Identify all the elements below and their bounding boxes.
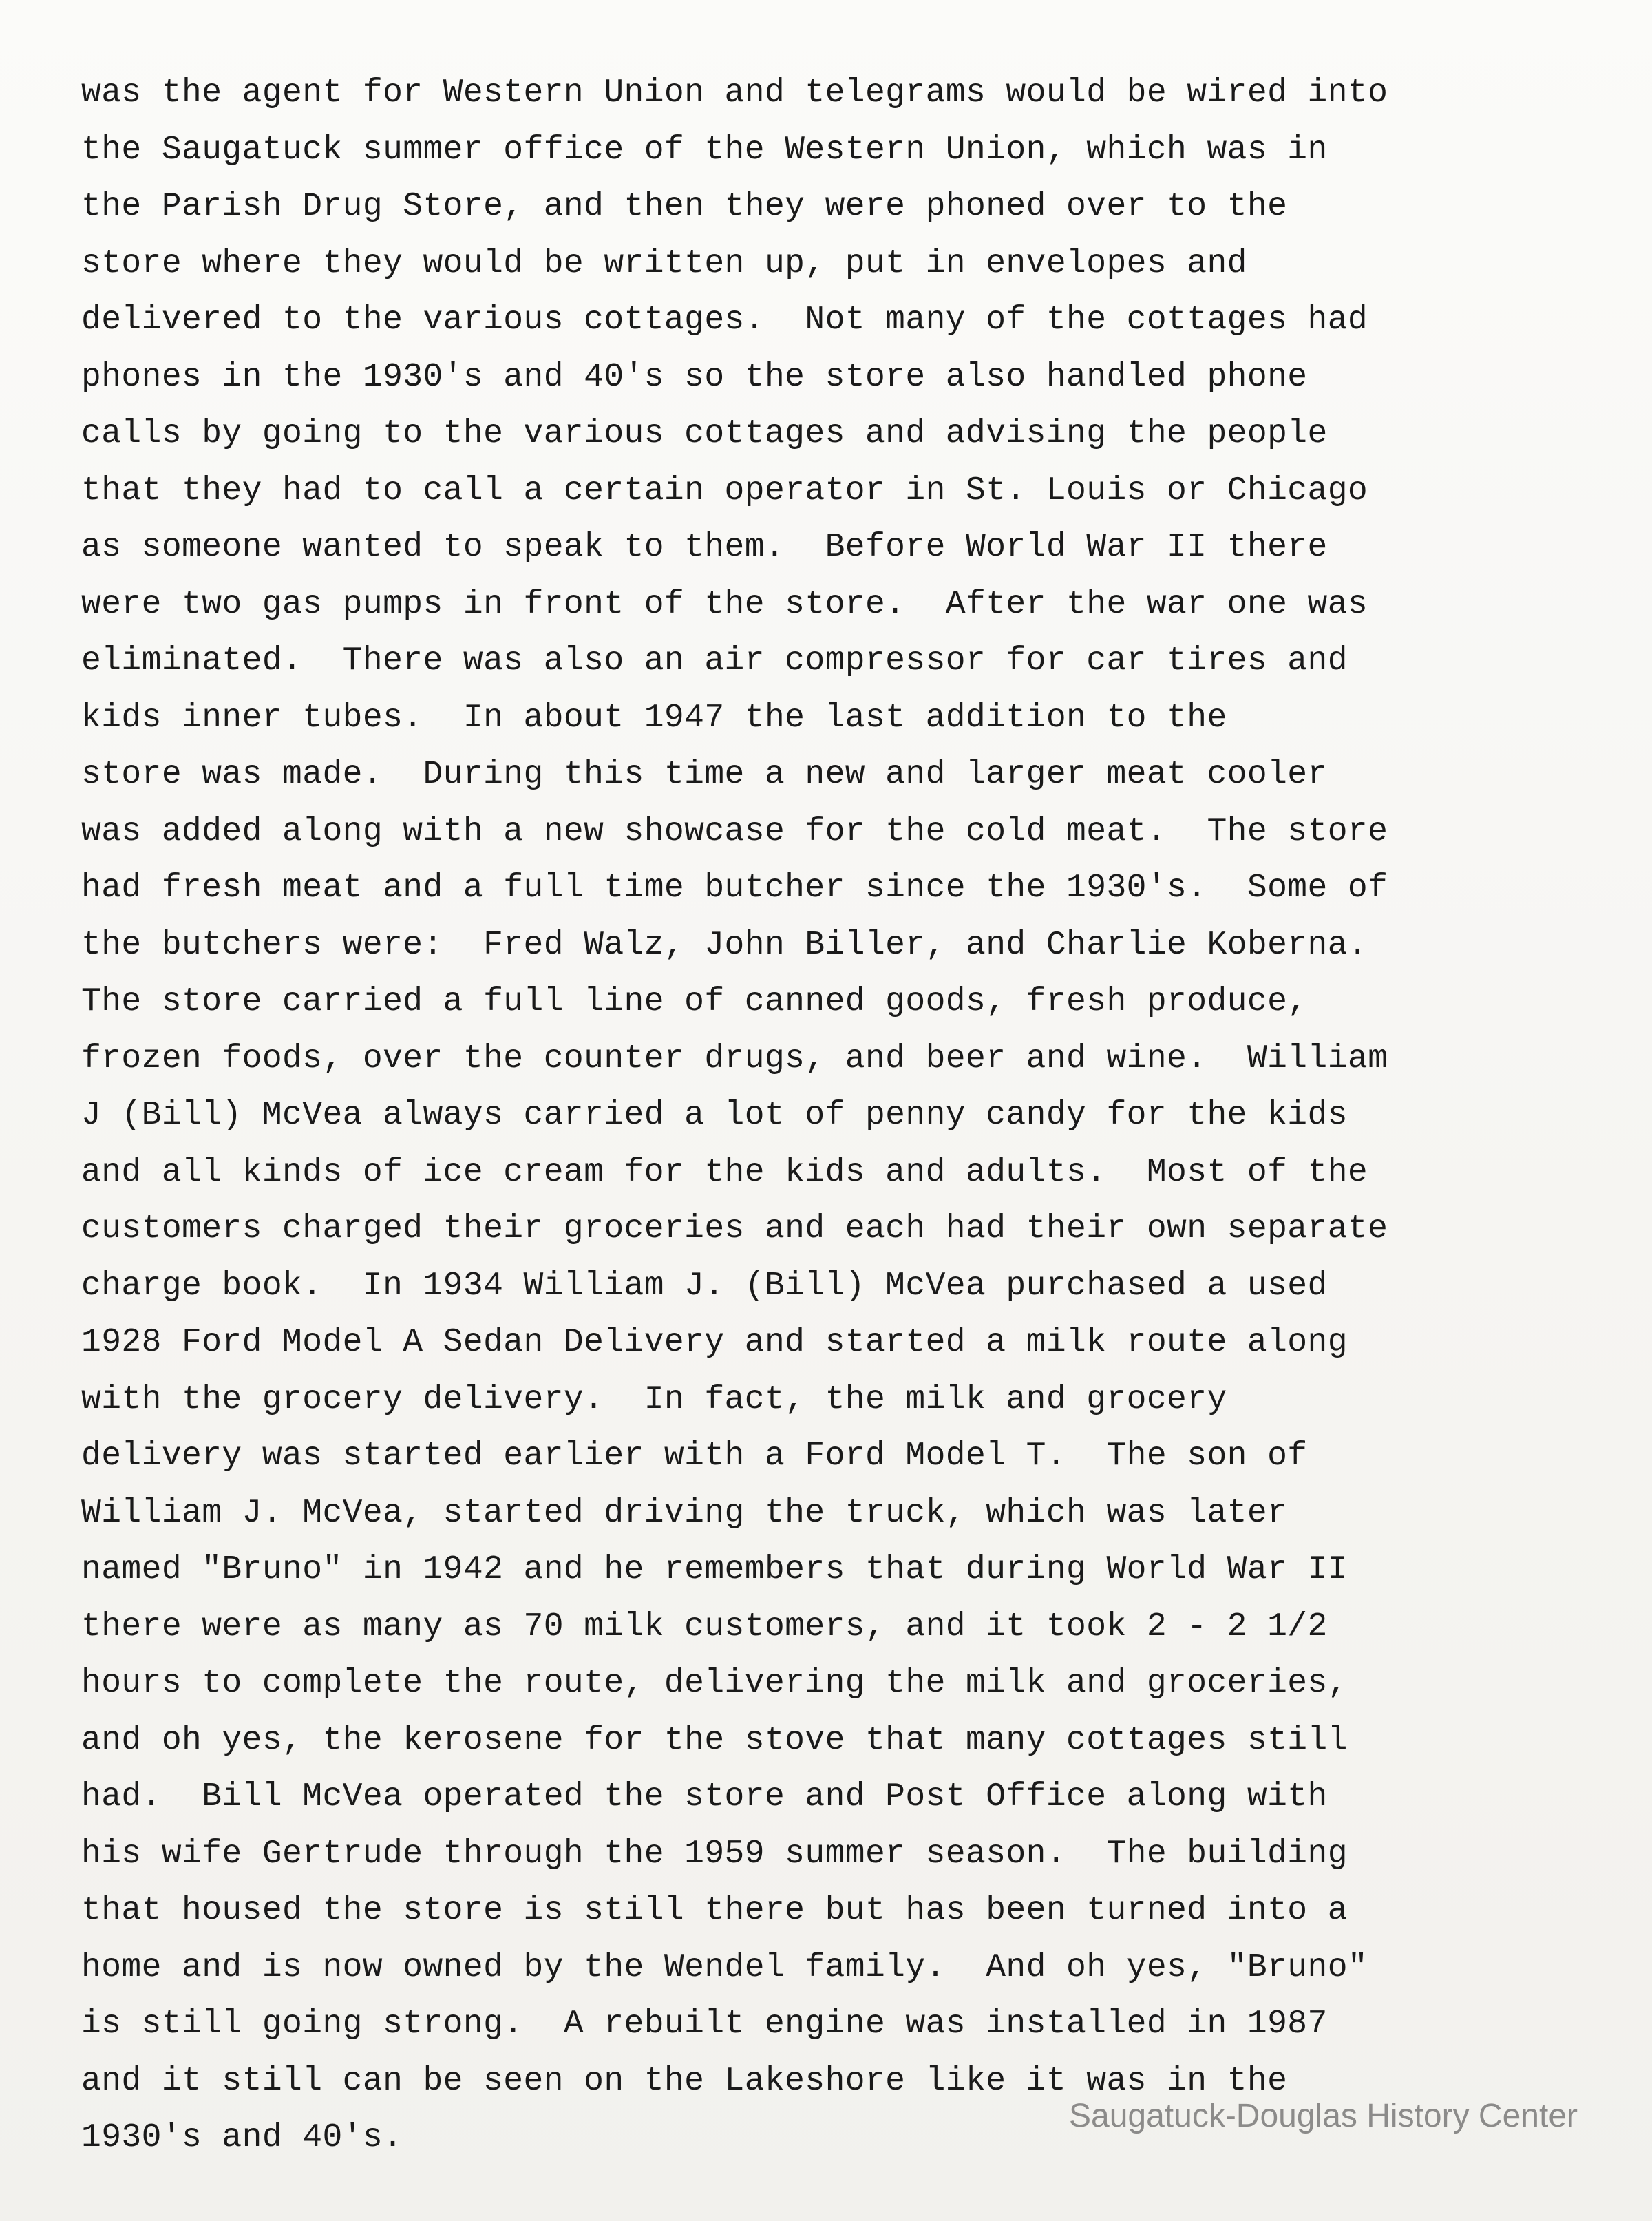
text-line: is still going strong. A rebuilt engine was installed in 1987	[81, 2006, 1328, 2043]
text-line: frozen foods, over the counter drugs, and beer and wine. William	[81, 1040, 1388, 1077]
text-line: was added along with a new showcase for the cold meat. The store	[81, 812, 1388, 850]
text-line: there were as many as 70 milk customers, and it took 2 - 2 1/2	[81, 1608, 1328, 1645]
text-line: named "Bruno" in 1942 and he remembers that during World War II	[81, 1551, 1348, 1588]
typed-text-body	[81, 65, 1609, 2167]
text-line: William J. McVea, started driving the truck, which was later	[81, 1494, 1288, 1532]
text-line: store where they would be written up, put in envelopes and	[81, 244, 1247, 282]
text-line: eliminated. There was also an air compressor for car tires and	[81, 642, 1348, 680]
text-line: were two gas pumps in front of the store. After the war one was	[81, 585, 1368, 623]
text-line: had. Bill McVea operated the store and Post Office along with	[81, 1778, 1328, 1815]
text-line: delivered to the various cottages. Not many of the cottages had	[81, 302, 1368, 339]
text-line: customers charged their groceries and each had their own separate	[81, 1210, 1388, 1248]
text-line: as someone wanted to speak to them. Before World War II there	[81, 529, 1328, 566]
text-line: calls by going to the various cottages and advising the people	[81, 415, 1328, 452]
text-line: charge book. In 1934 William J. (Bill) McVea purchased a used	[81, 1267, 1328, 1305]
text-line: that they had to call a certain operator in St. Louis or Chicago	[81, 472, 1368, 509]
text-line: 1928 Ford Model A Sedan Delivery and started a milk route along	[81, 1324, 1348, 1361]
text-line: The store carried a full line of canned goods, fresh produce,	[81, 983, 1308, 1020]
text-line: hours to complete the route, delivering the milk and groceries,	[81, 1665, 1348, 1702]
text-line: and oh yes, the kerosene for the stove that many cottages still	[81, 1721, 1348, 1759]
text-line: kids inner tubes. In about 1947 the last addition to the	[81, 699, 1227, 737]
text-line: phones in the 1930's and 40's so the store also handled phone	[81, 358, 1308, 396]
text-line: delivery was started earlier with a Ford Model T. The son of	[81, 1438, 1308, 1475]
text-line: the Saugatuck summer office of the Western Union, which was in	[81, 131, 1328, 169]
text-line: the Parish Drug Store, and then they were phoned over to the	[81, 188, 1288, 225]
text-line: store was made. During this time a new and larger meat cooler	[81, 756, 1328, 793]
text-line: had fresh meat and a full time butcher since the 1930's. Some of	[81, 870, 1388, 907]
text-line: was the agent for Western Union and telegrams would be wired into	[81, 74, 1388, 112]
text-line: 1930's and 40's.	[81, 2119, 403, 2156]
text-line: the butchers were: Fred Walz, John Biller, and Charlie Koberna.	[81, 926, 1368, 964]
text-line: J (Bill) McVea always carried a lot of penny candy for the kids	[81, 1097, 1348, 1134]
text-line: home and is now owned by the Wendel family. And oh yes, "Bruno"	[81, 1948, 1368, 1986]
watermark-text: Saugatuck-Douglas History Center	[1068, 2098, 1578, 2134]
text-line: his wife Gertrude through the 1959 summer season. The building	[81, 1835, 1348, 1873]
text-line: and it still can be seen on the Lakeshore like it was in the	[81, 2062, 1288, 2100]
text-line: with the grocery delivery. In fact, the milk and grocery	[81, 1380, 1227, 1418]
text-line: that housed the store is still there but has been turned into a	[81, 1892, 1348, 1929]
text-line: and all kinds of ice cream for the kids and adults. Most of the	[81, 1153, 1368, 1191]
